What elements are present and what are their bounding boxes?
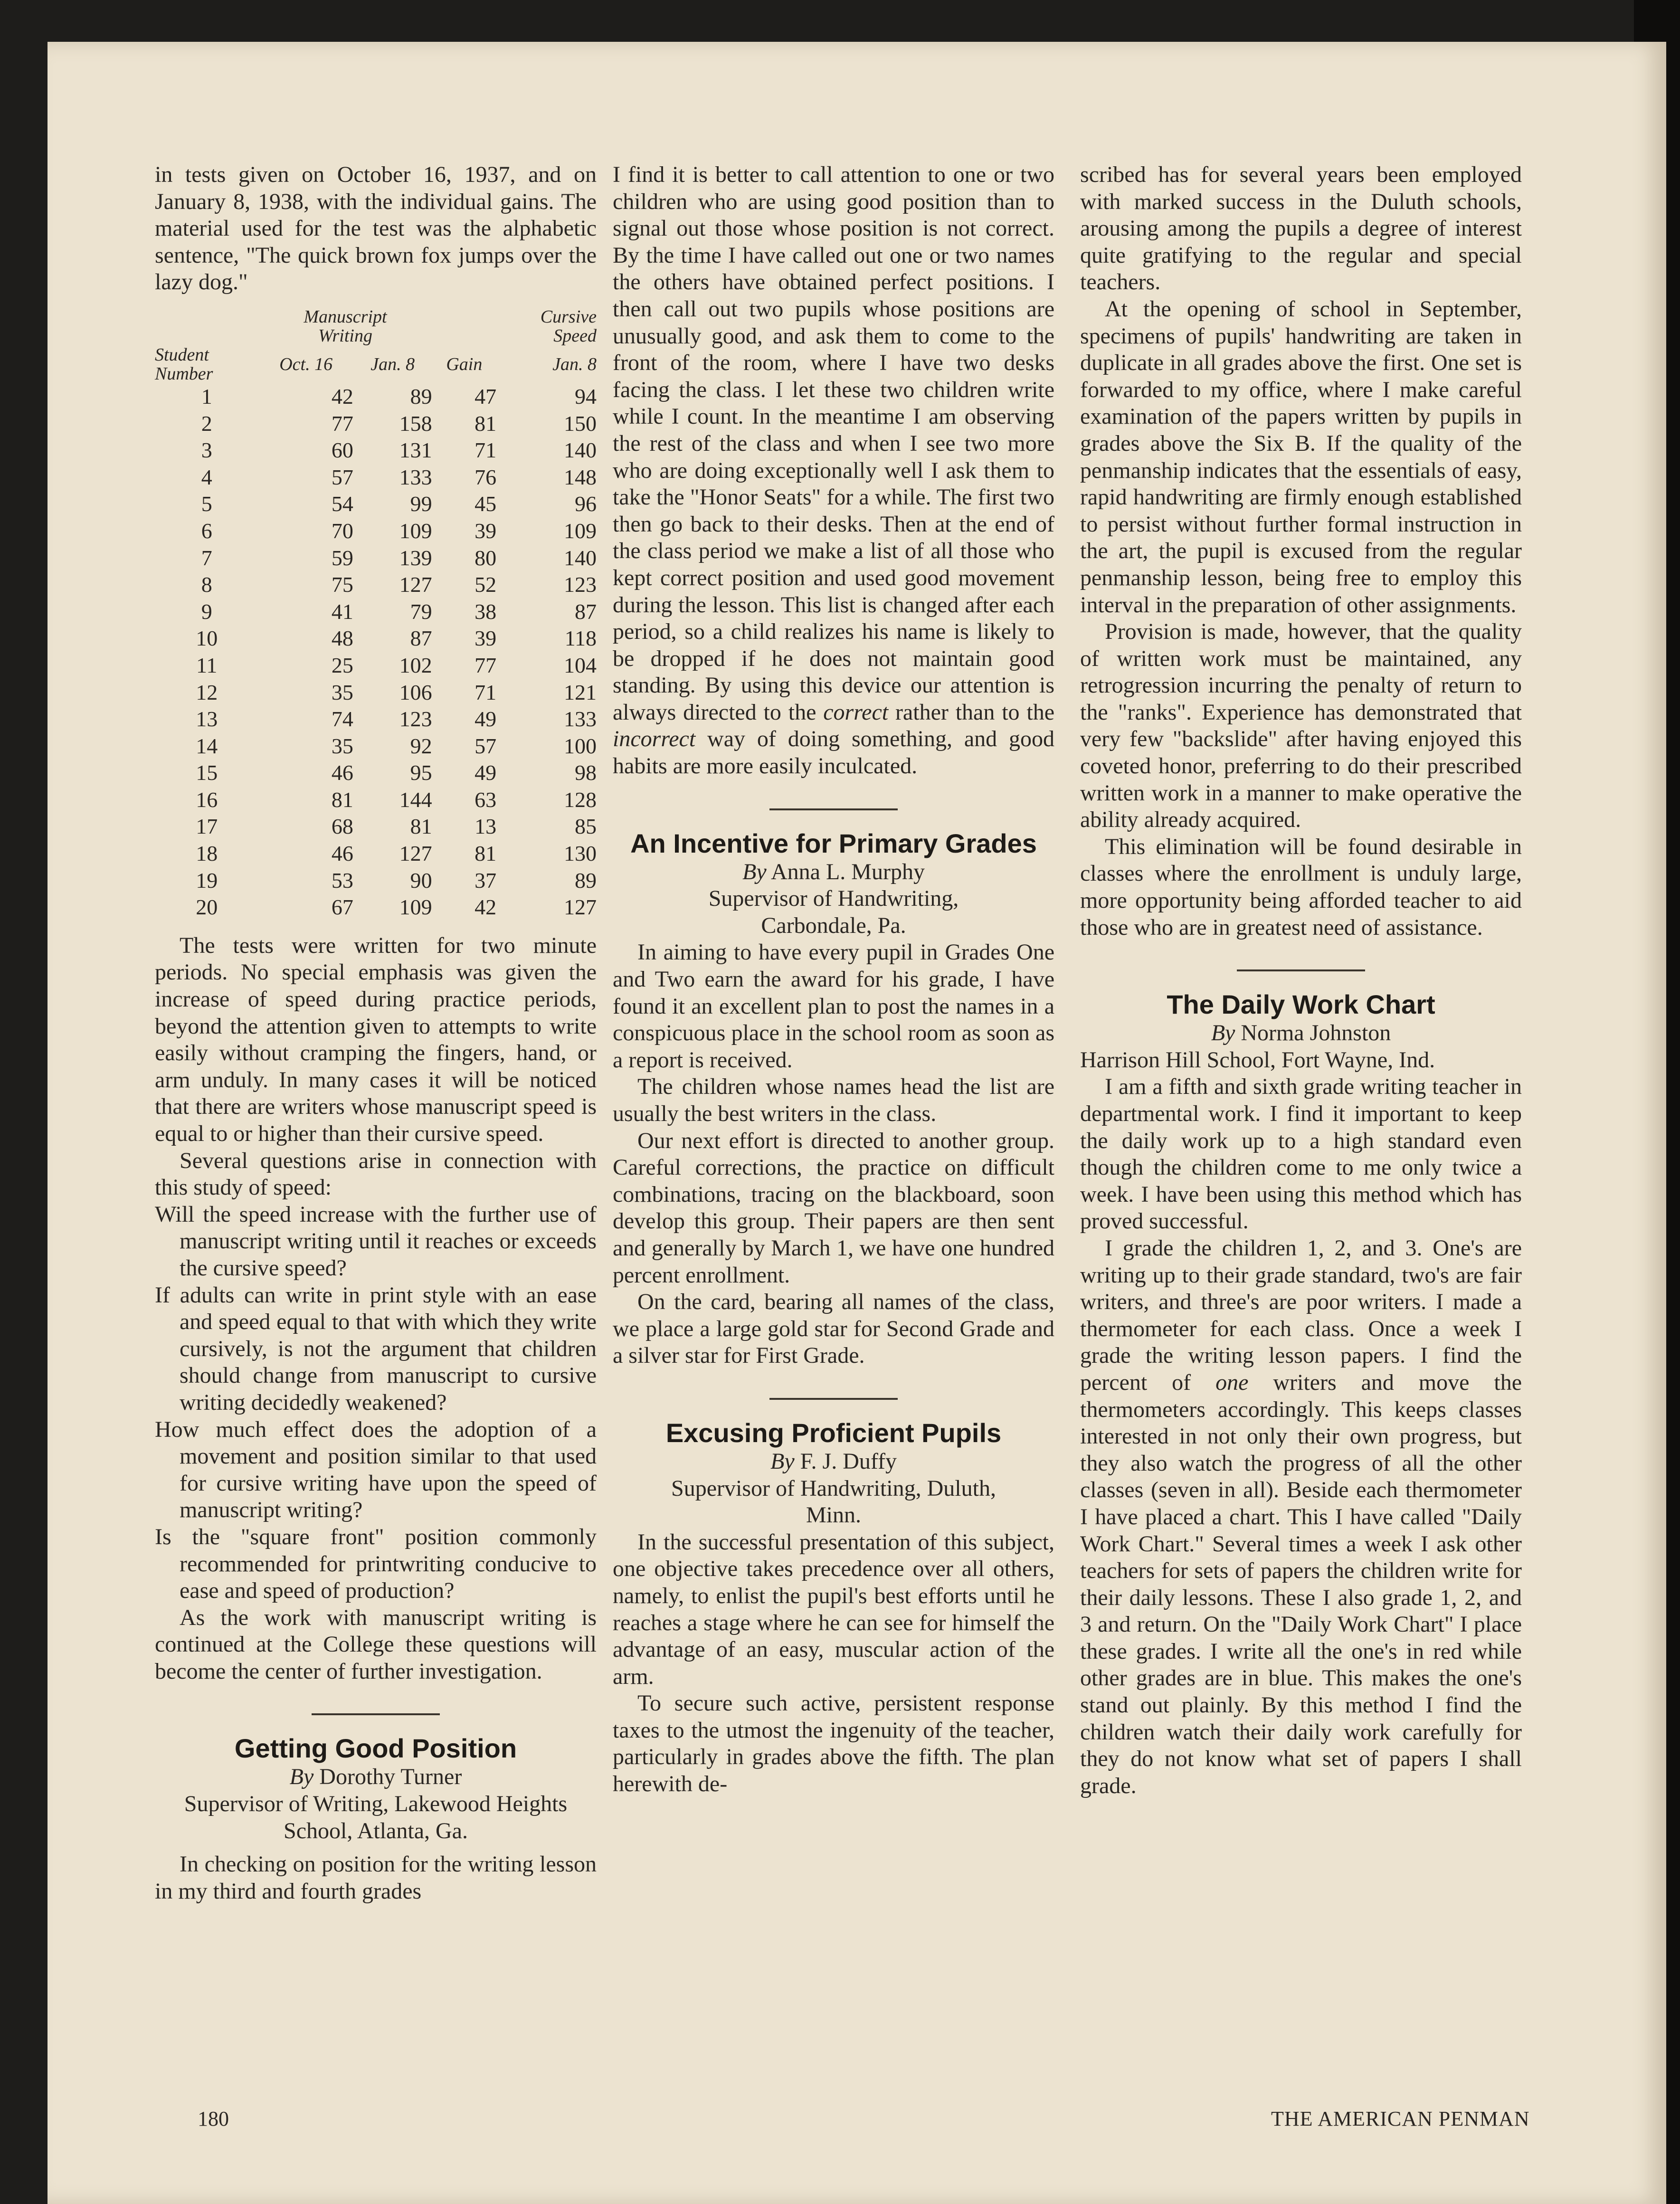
table-cell: 3 bbox=[201, 438, 212, 463]
table-cell: 19 bbox=[196, 868, 218, 893]
column-1 bbox=[155, 162, 597, 1905]
table-cell: 140 bbox=[564, 545, 597, 570]
table-header-blank bbox=[155, 307, 258, 345]
intro-paragraph: in tests given on October 16, 1937, and on January 8, 1938, with the individual gains. The material used for the test was the alphabetic sentence, "The quick brown fox jumps over the lazy dog." bbox=[155, 162, 597, 295]
byline: By Norma Johnston bbox=[1211, 1020, 1391, 1046]
table-cell: 76 bbox=[475, 465, 497, 489]
table-header-oct: Oct. 16 bbox=[279, 354, 333, 374]
table-row bbox=[155, 706, 597, 733]
table-cell: 39 bbox=[475, 518, 497, 543]
speed-table bbox=[155, 307, 597, 921]
table-header-jan: Jan. 8 bbox=[370, 354, 415, 374]
table-cell: 39 bbox=[475, 626, 497, 651]
table-cell: 121 bbox=[564, 680, 597, 704]
table-cell: 35 bbox=[331, 680, 353, 704]
author-role: Supervisor of Writing, Lakewood Heights School, Atlanta, Ga. bbox=[184, 1791, 568, 1843]
table-cell: 144 bbox=[399, 787, 432, 812]
table-cell: 46 bbox=[331, 841, 353, 866]
table-cell: 11 bbox=[196, 653, 218, 677]
table-cell: 49 bbox=[475, 707, 497, 732]
table-cell: 17 bbox=[196, 814, 218, 839]
table-header-blank bbox=[432, 307, 497, 345]
table-cell: 13 bbox=[196, 707, 218, 732]
table-row bbox=[155, 625, 597, 652]
table-row bbox=[155, 410, 597, 437]
table-cell: 127 bbox=[399, 572, 432, 597]
article-paragraph: To secure such active, persistent response taxes to the utmost the ingenuity of the teacher, particularly in grades above the fifth. The plan herewith de- bbox=[613, 1691, 1054, 1797]
article-paragraph: I am a fifth and sixth grade writing teacher in departmental work. I find it important to keep the daily work up to a high standard even though the children come to me only twice a week. I have been using this method which has proved successful. bbox=[1080, 1074, 1522, 1234]
section-divider bbox=[769, 808, 898, 810]
table-row bbox=[155, 652, 597, 679]
table-cell: 14 bbox=[196, 733, 218, 758]
section-divider bbox=[312, 1713, 440, 1715]
question-3: How much effect does the adoption of a movement and position similar to that used for cursive writing have upon the speed of manuscript writing? bbox=[155, 1416, 597, 1523]
table-cell: 140 bbox=[564, 438, 597, 463]
table-cell: 46 bbox=[331, 760, 353, 785]
table-cell: 16 bbox=[196, 787, 218, 812]
article-paragraph: In checking on position for the writing lesson in my third and fourth grades bbox=[155, 1852, 597, 1904]
table-cell: 1 bbox=[201, 384, 212, 408]
table-row bbox=[155, 491, 597, 518]
table-cell: 45 bbox=[475, 492, 497, 516]
article-title-excusing: Excusing Proficient Pupils bbox=[665, 1417, 1002, 1448]
table-cell: 41 bbox=[331, 599, 353, 624]
table-cell: 89 bbox=[575, 868, 597, 893]
table-cell: 133 bbox=[399, 465, 432, 489]
table-cell: 118 bbox=[564, 626, 597, 651]
question-1: Will the speed increase with the further use of manuscript writing until it reaches or exceeds the cursive speed? bbox=[155, 1201, 597, 1281]
table-cell: 9 bbox=[201, 599, 212, 624]
table-cell: 68 bbox=[331, 814, 353, 839]
table-row bbox=[155, 383, 597, 410]
article-paragraph: This elimination will be found desirable in classes where the enrollment is unduly large, more opportunity being afforded teacher to aid those who are in greatest need of assistance. bbox=[1080, 834, 1522, 940]
table-cell: 42 bbox=[331, 384, 353, 408]
table-cell: 99 bbox=[410, 492, 432, 516]
table-cell: 57 bbox=[475, 733, 497, 758]
table-cell: 80 bbox=[475, 545, 497, 570]
table-cell: 104 bbox=[564, 653, 597, 677]
table-cell: 13 bbox=[475, 814, 497, 839]
table-cell: 109 bbox=[399, 895, 432, 920]
table-cell: 81 bbox=[331, 787, 353, 812]
byline: By Dorothy Turner bbox=[289, 1764, 462, 1790]
section-divider bbox=[769, 1398, 898, 1400]
tests-paragraph: The tests were written for two minute periods. No special emphasis was given the increase of speed during practice periods, beyond the attention given to attempts to write easily without cramping the fingers, hand, or arm unduly. In many cases it will be noticed that there are writers whose manuscript speed is equal to or higher than their cursive speed. bbox=[155, 932, 597, 1146]
table-cell: 2 bbox=[201, 411, 212, 436]
table-cell: 15 bbox=[196, 760, 218, 785]
table-cell: 70 bbox=[331, 518, 353, 543]
table-cell: 127 bbox=[564, 895, 597, 920]
table-cell: 42 bbox=[475, 895, 497, 920]
byline: By F. J. Duffy bbox=[770, 1448, 897, 1474]
table-cell: 85 bbox=[575, 814, 597, 839]
conclusion-paragraph: As the work with manuscript writing is continued at the College these questions will become the center of further investigation. bbox=[155, 1605, 597, 1684]
article-title-daily-work-chart: The Daily Work Chart bbox=[1167, 989, 1435, 1020]
table-group-manuscript: Manuscript Writing bbox=[304, 306, 387, 346]
table-cell: 57 bbox=[331, 465, 353, 489]
table-row bbox=[155, 813, 597, 840]
table-cell: 133 bbox=[564, 707, 597, 732]
table-row bbox=[155, 571, 597, 598]
table-cell: 81 bbox=[475, 411, 497, 436]
table-cell: 79 bbox=[410, 599, 432, 624]
article-paragraph: Our next effort is directed to another group. Careful corrections, the practice on difficult combinations, tracing on the blackboard, soon develop this group. Their papers are then sent and generally by March 1, we have one hundred percent enrollment. bbox=[613, 1128, 1054, 1288]
table-cell: 95 bbox=[410, 760, 432, 785]
section-divider bbox=[1237, 969, 1365, 971]
table-header-student: Student Number bbox=[155, 344, 213, 384]
author-role: Supervisor of Handwriting, Duluth, Minn. bbox=[671, 1475, 996, 1528]
table-cell: 92 bbox=[410, 733, 432, 758]
table-row bbox=[155, 598, 597, 626]
table-cell: 94 bbox=[575, 384, 597, 408]
table-cell: 81 bbox=[475, 841, 497, 866]
table-row bbox=[155, 787, 597, 814]
table-cell: 67 bbox=[331, 895, 353, 920]
table-cell: 63 bbox=[475, 787, 497, 812]
table-cell: 59 bbox=[331, 545, 353, 570]
table-header-gain: Gain bbox=[446, 354, 483, 374]
article-paragraph: In the successful presentation of this subject, one objective takes precedence over all others, namely, to enlist the pupil's best efforts until he reaches a stage where he can see for himself the advantage of an easy, muscular action of the arm. bbox=[613, 1529, 1054, 1689]
table-cell: 81 bbox=[410, 814, 432, 839]
article-title-incentive: An Incentive for Primary Grades bbox=[630, 828, 1037, 858]
table-row bbox=[155, 679, 597, 706]
table-cell: 89 bbox=[410, 384, 432, 408]
question-4: Is the "square front" position commonly recommended for printwriting conducive to ease and speed of production? bbox=[155, 1524, 597, 1604]
table-group-cursive: Cursive Speed bbox=[540, 306, 597, 346]
table-cell: 52 bbox=[475, 572, 497, 597]
table-cell: 77 bbox=[331, 411, 353, 436]
table-cell: 10 bbox=[196, 626, 218, 651]
table-row bbox=[155, 894, 597, 921]
table-cell: 96 bbox=[575, 492, 597, 516]
article-paragraph: scribed has for several years been employed with marked success in the Duluth schools, arousing among the pupils a degree of interest quite gratifying to the regular and special teachers. bbox=[1080, 162, 1522, 295]
article-paragraph: The children whose names head the list are usually the best writers in the class. bbox=[613, 1074, 1054, 1126]
table-cell: 37 bbox=[475, 868, 497, 893]
table-cell: 54 bbox=[331, 492, 353, 516]
table-row bbox=[155, 518, 597, 545]
table-row bbox=[155, 760, 597, 787]
article-paragraph: At the opening of school in September, specimens of pupils' handwriting are taken in duplicate in all grades above the first. One set is forwarded to my office, where I make careful examination of the papers written by pupils in grades above the Six B. If the quality of the penmanship indicates that the essentials of easy, rapid handwriting are firmly enough established to persist without further formal instruction in the art, the pupil is excused from the regular penmanship lesson, being free to employ this interval in the preparation of other assignments. bbox=[1080, 296, 1522, 618]
question-2: If adults can write in print style with an ease and speed equal to that with which they write cursively, is not the argument that children should change from manuscript to cursive writing decidedly weakened? bbox=[155, 1282, 597, 1415]
table-cell: 130 bbox=[564, 841, 597, 866]
table-cell: 75 bbox=[331, 572, 353, 597]
article-paragraph: I grade the children 1, 2, and 3. One's are writing up to their grade standard, two's are fair writers, and three's are poor writers. I made a thermometer for each class. Once a week I grade the writing lesson papers. I find the percent of one writers and move the thermometers accordingly. This keeps classes interested in not only their own progress, but they also watch the progress of all the other classes (seven in all). Beside each thermometer I have placed a chart. This I have called "Daily Work Chart." Several times a week I ask other teachers for sets of papers the children write for their daily lessons. These I also grade 1, 2, and 3 and return. On the "Daily Work Chart" I place these grades. I write all the one's in red while other grades are in blue. This makes the one's stand out plainly. By this method I find the children watch their daily work carefully for they do not know what set of papers I shall grade. bbox=[1080, 1235, 1522, 1798]
table-cell: 5 bbox=[201, 492, 212, 516]
table-cell: 102 bbox=[399, 653, 432, 677]
table-cell: 60 bbox=[331, 438, 353, 463]
author-role: Supervisor of Handwriting, Carbondale, Pa. bbox=[708, 886, 959, 938]
table-cell: 71 bbox=[475, 680, 497, 704]
table-cell: 47 bbox=[475, 384, 497, 408]
table-cell: 12 bbox=[196, 680, 218, 704]
table-cell: 49 bbox=[475, 760, 497, 785]
table-cell: 4 bbox=[201, 465, 212, 489]
table-cell: 123 bbox=[399, 707, 432, 732]
table-row bbox=[155, 545, 597, 572]
table-cell: 6 bbox=[201, 518, 212, 543]
table-cell: 106 bbox=[399, 680, 432, 704]
table-cell: 87 bbox=[575, 599, 597, 624]
author-school: Harrison Hill School, Fort Wayne, Ind. bbox=[1080, 1047, 1435, 1073]
table-cell: 74 bbox=[331, 707, 353, 732]
table-cell: 100 bbox=[564, 733, 597, 758]
column-2 bbox=[613, 162, 1054, 1798]
table-row bbox=[155, 867, 597, 894]
table-cell: 7 bbox=[201, 545, 212, 570]
article-paragraph: On the card, bearing all names of the class, we place a large gold star for Second Grade and a silver star for First Grade. bbox=[613, 1289, 1054, 1368]
table-cell: 123 bbox=[564, 572, 597, 597]
table-row bbox=[155, 437, 597, 464]
table-cell: 48 bbox=[331, 626, 353, 651]
table-row bbox=[155, 733, 597, 760]
table-cell: 139 bbox=[399, 545, 432, 570]
article-paragraph: Provision is made, however, that the quality of written work must be maintained, any retrogression incurring the penalty of return to the "ranks". Experience has demonstrated that very few "backslide" after having enjoyed this coveted honor, preferring to do their prescribed written work in a manner to make operative the ability already acquired. bbox=[1080, 619, 1522, 833]
table-cell: 77 bbox=[475, 653, 497, 677]
table-cell: 87 bbox=[410, 626, 432, 651]
table-cell: 150 bbox=[564, 411, 597, 436]
table-row bbox=[155, 840, 597, 867]
table-row bbox=[155, 464, 597, 491]
page-number: 180 bbox=[198, 2107, 229, 2130]
magazine-name: THE AMERICAN PENMAN bbox=[1271, 2107, 1530, 2130]
table-cell: 148 bbox=[564, 465, 597, 489]
table-cell: 90 bbox=[410, 868, 432, 893]
table-cell: 18 bbox=[196, 841, 218, 866]
table-cell: 53 bbox=[331, 868, 353, 893]
table-cell: 158 bbox=[399, 411, 432, 436]
table-cell: 25 bbox=[331, 653, 353, 677]
byline: By Anna L. Murphy bbox=[742, 859, 925, 884]
table-cell: 109 bbox=[564, 518, 597, 543]
table-cell: 98 bbox=[575, 760, 597, 785]
position-paragraph: I find it is better to call attention to one or two children who are using good position than to signal out those whose position is not correct. By the time I have called out one or two names the others have obtained perfect positions. I then call out two pupils whose positions are unusually good, and ask them to come to the front of the room, where I have two desks facing the class. I let these two children write while I count. In the meantime I am observing the rest of the class and when I see two more who are doing exceptionally well I ask them to take the "Honor Seats" for a while. The first two then go back to their desks. Then at the end of the class period we make a list of all those who kept correct position and used good movement during the lesson. This list is changed after each period, so a child realizes his name is likely to be dropped if he does not maintain good standing. By using this device our attention is always directed to the correct rather than to the incorrect way of doing something, and good habits are more easily inculcated. bbox=[613, 162, 1055, 779]
article-paragraph: In aiming to have every pupil in Grades One and Two earn the award for his grade, I have found it an excellent plan to post the names in a conspicuous place in the school room as soon as a report is received. bbox=[613, 940, 1054, 1073]
table-cell: 38 bbox=[475, 599, 497, 624]
table-cell: 71 bbox=[475, 438, 497, 463]
table-cell: 35 bbox=[331, 733, 353, 758]
table-cell: 128 bbox=[564, 787, 597, 812]
table-cell: 109 bbox=[399, 518, 432, 543]
table-cell: 20 bbox=[196, 895, 218, 920]
column-3 bbox=[1080, 162, 1522, 1799]
table-header-cursive-jan: Jan. 8 bbox=[552, 354, 597, 374]
table-cell: 8 bbox=[201, 572, 212, 597]
questions-intro: Several questions arise in connection with this study of speed: bbox=[155, 1148, 597, 1200]
table-cell: 131 bbox=[399, 438, 432, 463]
table-cell: 127 bbox=[399, 841, 432, 866]
article-title-getting-good-position: Getting Good Position bbox=[234, 1733, 517, 1764]
